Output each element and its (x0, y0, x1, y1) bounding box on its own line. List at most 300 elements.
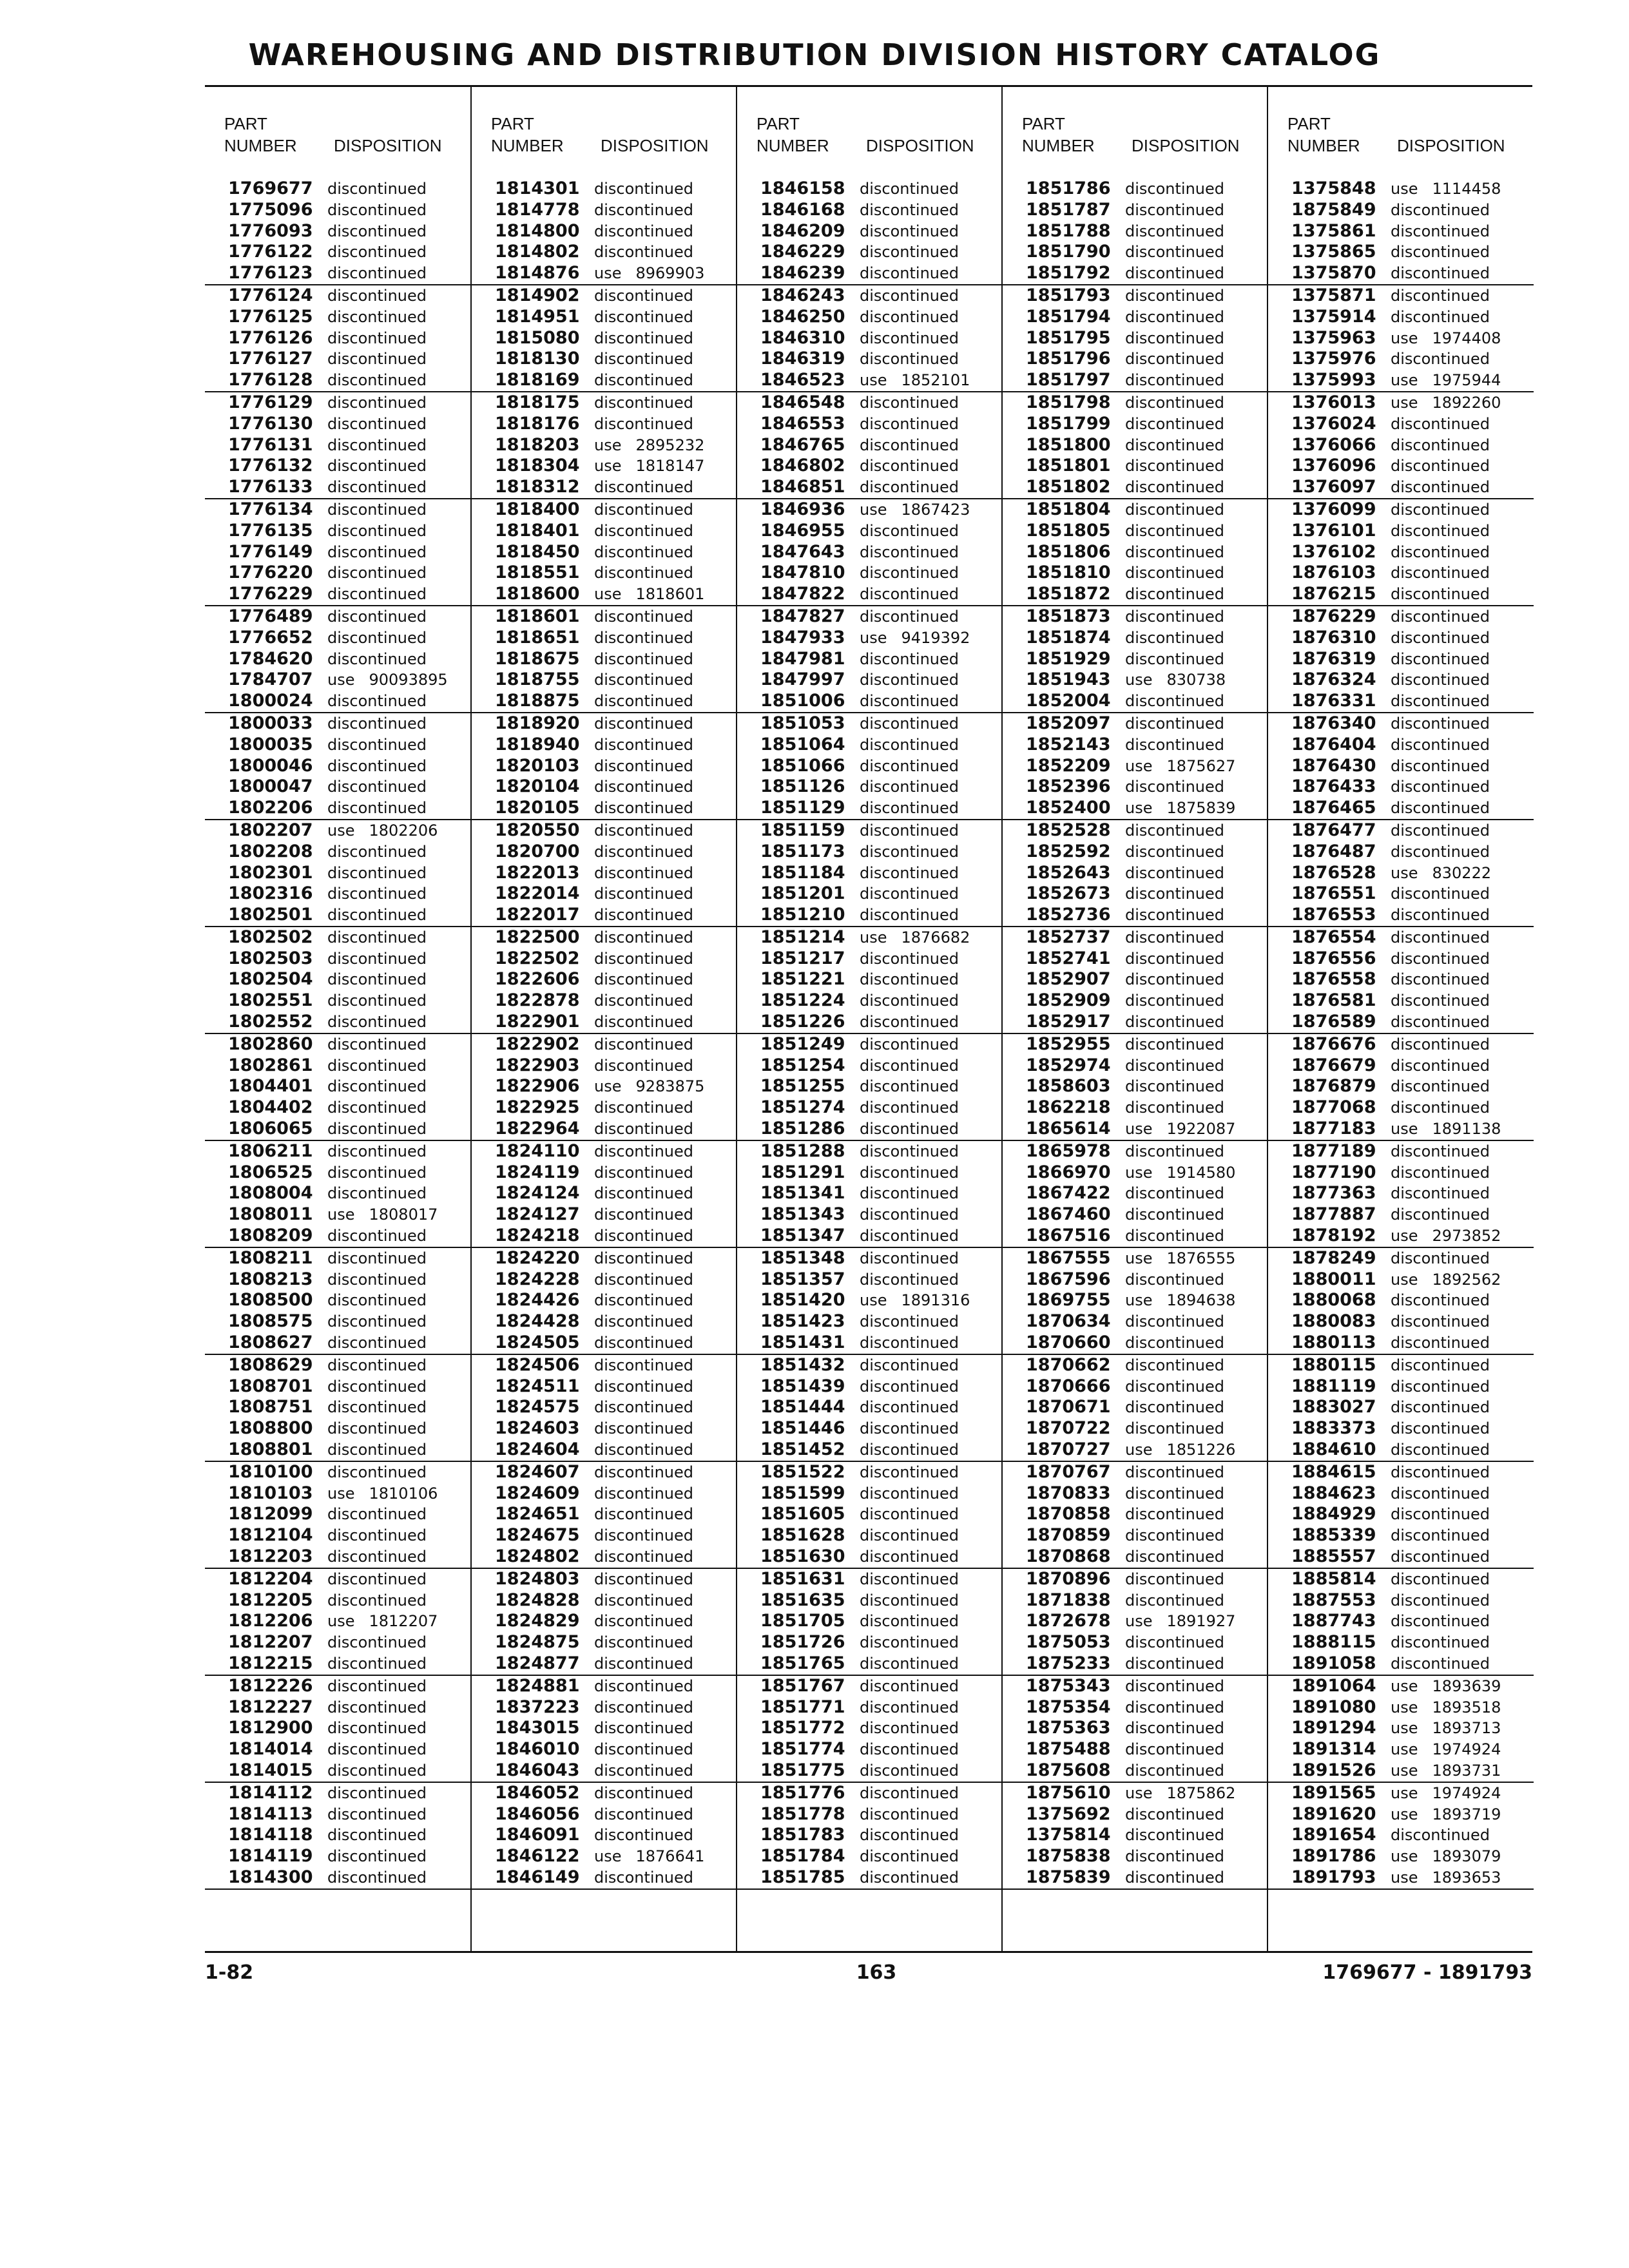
part-number: 1870634 (1026, 1311, 1111, 1332)
table-row (205, 477, 470, 499)
table-row (1003, 1141, 1268, 1162)
table-row (472, 178, 737, 200)
disposition (860, 1332, 959, 1354)
part-number: 1867422 (1026, 1183, 1111, 1204)
table-row (1003, 628, 1268, 649)
part-number: 1846010 (495, 1739, 580, 1760)
disposition-text: discontinued (327, 180, 427, 198)
disposition (1125, 798, 1235, 819)
table-row (472, 756, 737, 777)
table-row (1268, 307, 1534, 328)
part-number: 1824802 (495, 1546, 580, 1566)
disposition (327, 756, 427, 777)
part-number: 1818675 (495, 648, 580, 669)
part-number: 1847643 (760, 541, 845, 562)
disposition-text: discontinued (594, 692, 693, 711)
part-number: 1851874 (1026, 627, 1111, 648)
disposition-text: discontinued (1391, 222, 1490, 240)
disposition (327, 1332, 427, 1354)
part-number: 1776229 (228, 584, 313, 604)
disposition (327, 1697, 427, 1718)
part-number: 1878249 (1291, 1247, 1376, 1268)
part-number: 1822017 (495, 905, 580, 925)
disposition (594, 669, 693, 691)
disposition (1391, 1012, 1490, 1033)
table-row (737, 521, 1003, 542)
part-number: 1810103 (228, 1483, 313, 1503)
part-number: 1851522 (760, 1461, 845, 1482)
disposition (1125, 606, 1224, 628)
table-row (1268, 1397, 1534, 1418)
disposition-text: discontinued (860, 180, 959, 198)
header-disposition-label: DISPOSITION (601, 136, 709, 155)
part-number: 1822014 (495, 883, 580, 904)
disposition-text: discontinued (327, 1356, 427, 1374)
disposition (860, 1825, 959, 1846)
disposition-text: discontinued (860, 885, 959, 903)
table-row (205, 584, 470, 606)
part-number: 1870722 (1026, 1418, 1111, 1439)
disposition-text: discontinued (860, 1013, 959, 1032)
part-number: 1852917 (1026, 1012, 1111, 1032)
part-number: 1875839 (1026, 1867, 1111, 1887)
part-number: 1884610 (1291, 1439, 1376, 1460)
disposition (327, 242, 427, 263)
table-row (737, 1248, 1003, 1269)
disposition-text: discontinued (860, 1227, 959, 1245)
table-row (205, 1653, 470, 1676)
part-number: 1883373 (1291, 1418, 1376, 1439)
part-number: 1818551 (495, 562, 580, 583)
disposition (1125, 370, 1224, 391)
disposition (860, 285, 959, 307)
disposition (860, 1632, 959, 1653)
table-row (1003, 1825, 1268, 1846)
disposition-text: discontinued (1391, 1163, 1490, 1182)
disposition (860, 1676, 959, 1697)
table-row (1268, 1439, 1534, 1462)
table-row (472, 1418, 737, 1439)
part-number: 1851795 (1026, 327, 1111, 348)
table-row (1268, 263, 1534, 285)
disposition (327, 1290, 427, 1311)
disposition (1391, 1504, 1490, 1525)
disposition-text: discontinued (327, 307, 427, 326)
disposition-text: discontinued (594, 756, 693, 775)
table-row (1003, 1355, 1268, 1376)
disposition-text: discontinued (860, 1184, 959, 1203)
part-number: 1818312 (495, 477, 580, 497)
disposition-text: discontinued (860, 1698, 959, 1716)
table-row (205, 1825, 470, 1846)
disposition (327, 1867, 427, 1888)
table-row (472, 1525, 737, 1546)
part-number: 1820104 (495, 776, 580, 797)
disposition-text: discontinued (1125, 1847, 1224, 1866)
disposition (327, 1569, 427, 1590)
part-number: 1875610 (1026, 1782, 1111, 1803)
replacement-part-number: 1114458 (1432, 180, 1501, 198)
part-number: 1851201 (760, 883, 845, 904)
part-number: 1891565 (1291, 1782, 1376, 1803)
disposition (594, 1760, 693, 1782)
table-row (472, 1783, 737, 1804)
disposition-text: discontinued (1391, 671, 1490, 689)
disposition-text: use (1391, 1719, 1418, 1738)
disposition (1391, 1119, 1501, 1140)
disposition (594, 1653, 693, 1675)
table-row (737, 221, 1003, 242)
part-number: 1808701 (228, 1376, 313, 1396)
disposition-text: discontinued (860, 1463, 959, 1481)
table-row (737, 1311, 1003, 1332)
table-row (1268, 756, 1534, 777)
table-row (1268, 1525, 1534, 1546)
table-row (1003, 1332, 1268, 1355)
disposition-text: discontinued (1391, 735, 1490, 754)
table-row (1268, 1376, 1534, 1398)
disposition (1391, 798, 1490, 819)
table-row (1003, 477, 1268, 499)
disposition-text: discontinued (860, 735, 959, 754)
part-number: 1808627 (228, 1332, 313, 1353)
disposition (1125, 691, 1224, 712)
table-row (472, 542, 737, 563)
table-row (472, 1653, 737, 1676)
disposition (327, 948, 427, 970)
part-number: 1376102 (1291, 541, 1376, 562)
disposition-text: use (1391, 1677, 1418, 1695)
table-row (472, 735, 737, 756)
table-row (737, 756, 1003, 777)
disposition (1125, 521, 1224, 542)
part-number: 1775096 (228, 199, 313, 220)
disposition-text: discontinued (1391, 1356, 1490, 1374)
table-row (472, 1397, 737, 1418)
table-row (1003, 392, 1268, 414)
disposition-text: discontinued (594, 778, 693, 796)
disposition-text: discontinued (327, 478, 427, 497)
disposition-text: discontinued (594, 1805, 693, 1823)
disposition-text: discontinued (1391, 307, 1490, 326)
disposition-text: discontinued (327, 1013, 427, 1032)
disposition (594, 1055, 693, 1077)
disposition (1125, 349, 1224, 370)
part-number: 1852737 (1026, 927, 1111, 947)
part-number: 1880113 (1291, 1332, 1376, 1353)
replacement-part-number: 1876682 (901, 928, 970, 947)
disposition (327, 1590, 427, 1611)
disposition-text: discontinued (1125, 1035, 1224, 1053)
table-row (205, 606, 470, 628)
disposition (860, 883, 959, 905)
part-number: 1876324 (1291, 669, 1376, 690)
part-number: 1851800 (1026, 434, 1111, 455)
disposition (860, 1376, 959, 1398)
disposition-text: discontinued (594, 329, 693, 347)
part-number: 1851798 (1026, 392, 1111, 412)
disposition (1391, 1546, 1490, 1568)
part-number: 1851432 (760, 1354, 845, 1375)
disposition (327, 1311, 427, 1332)
part-number: 1870859 (1026, 1525, 1111, 1546)
disposition (594, 1590, 693, 1611)
disposition-text: discontinued (594, 478, 693, 497)
part-number: 1808011 (228, 1204, 313, 1225)
part-number: 1824119 (495, 1162, 580, 1182)
disposition-text: discontinued (594, 1654, 693, 1673)
part-number: 1824511 (495, 1376, 580, 1396)
part-number: 1891526 (1291, 1760, 1376, 1780)
replacement-part-number: 1875627 (1166, 756, 1236, 775)
disposition (1125, 713, 1224, 735)
part-number: 1876103 (1291, 562, 1376, 583)
table-row (1268, 1462, 1534, 1483)
table-row (472, 1846, 737, 1867)
table-row (472, 392, 737, 414)
table-row (1003, 990, 1268, 1012)
disposition-text: discontinued (327, 264, 427, 283)
disposition-text: discontinued (1391, 1184, 1490, 1203)
table-row (205, 841, 470, 863)
disposition (1125, 1034, 1224, 1055)
disposition (327, 1718, 427, 1739)
table-row (737, 1676, 1003, 1697)
disposition (860, 1248, 959, 1269)
table-row (1268, 1653, 1534, 1676)
disposition (594, 1012, 693, 1033)
part-number: 1814876 (495, 263, 580, 284)
table-row (1003, 798, 1268, 820)
disposition (1391, 370, 1501, 391)
disposition (327, 883, 427, 905)
table-row (1003, 883, 1268, 905)
table-row (737, 1225, 1003, 1248)
part-number: 1877363 (1291, 1183, 1376, 1204)
part-number: 1875354 (1026, 1696, 1111, 1717)
table-row (1003, 1611, 1268, 1632)
table-row (737, 1590, 1003, 1611)
disposition (1391, 1183, 1490, 1204)
table-row (737, 669, 1003, 691)
disposition-text: discontinued (860, 821, 959, 840)
disposition (1391, 1611, 1490, 1632)
table-row (1268, 584, 1534, 606)
part-number: 1847810 (760, 562, 845, 583)
disposition-text: discontinued (327, 1591, 427, 1610)
disposition-text: discontinued (860, 436, 959, 454)
disposition-text: discontinued (327, 1270, 427, 1289)
disposition (594, 1825, 693, 1846)
part-number: 1851790 (1026, 242, 1111, 262)
table-row (205, 562, 470, 584)
part-number: 1808500 (228, 1290, 313, 1311)
disposition-text: discontinued (1125, 180, 1224, 198)
part-number: 1814015 (228, 1760, 313, 1780)
disposition-text: use (327, 1484, 355, 1503)
disposition-text: discontinued (1391, 1099, 1490, 1117)
disposition (1391, 1248, 1490, 1269)
disposition (1391, 1825, 1490, 1846)
disposition-text: discontinued (1125, 1312, 1224, 1331)
disposition (1125, 1546, 1224, 1568)
table-row (1003, 776, 1268, 798)
disposition-text: discontinued (1391, 1548, 1490, 1566)
replacement-part-number: 9419392 (901, 628, 970, 647)
disposition (594, 990, 693, 1012)
part-number: 1375976 (1291, 349, 1376, 369)
table-row (205, 1504, 470, 1525)
table-row (1003, 1590, 1268, 1611)
part-number: 1876676 (1291, 1033, 1376, 1054)
part-number: 1851217 (760, 948, 845, 968)
part-number: 1776123 (228, 263, 313, 284)
table-row (1268, 1418, 1534, 1439)
disposition-text: use (1391, 1698, 1418, 1716)
disposition-text: discontinued (594, 1142, 693, 1160)
table-row (205, 1867, 470, 1890)
disposition (1125, 948, 1224, 970)
disposition (327, 1760, 427, 1782)
table-row (737, 242, 1003, 263)
disposition-text: discontinued (1391, 906, 1490, 925)
part-number: 1776130 (228, 413, 313, 434)
disposition (1391, 1418, 1490, 1439)
table-row (205, 1076, 470, 1097)
disposition (860, 307, 959, 328)
replacement-part-number: 830738 (1166, 671, 1226, 689)
disposition (594, 242, 693, 263)
disposition (1391, 1697, 1501, 1718)
table-row (737, 562, 1003, 584)
disposition-text: discontinued (1125, 1570, 1224, 1588)
table-row (1003, 649, 1268, 670)
table-row (472, 628, 737, 649)
table-row (1268, 349, 1534, 370)
part-number: 1802208 (228, 841, 313, 861)
table-row (205, 263, 470, 285)
disposition-text: discontinued (1391, 243, 1490, 262)
disposition-text: discontinued (1125, 1868, 1224, 1887)
disposition-text: discontinued (860, 1356, 959, 1374)
disposition (1391, 905, 1490, 926)
disposition-text: discontinued (1125, 1398, 1224, 1417)
part-number: 1852673 (1026, 883, 1111, 904)
part-number: 1870727 (1026, 1439, 1111, 1460)
table-row (472, 562, 737, 584)
disposition-text: use (1125, 799, 1153, 818)
disposition (1391, 1332, 1490, 1354)
disposition-text: discontinued (1391, 200, 1490, 219)
part-number: 1376097 (1291, 477, 1376, 497)
table-row (1268, 969, 1534, 990)
part-number: 1862218 (1026, 1097, 1111, 1118)
part-number: 1804401 (228, 1076, 313, 1097)
table-row (1003, 1162, 1268, 1184)
table-row (472, 1332, 737, 1355)
disposition (327, 200, 427, 221)
replacement-part-number: 1914580 (1166, 1163, 1236, 1182)
disposition (1125, 242, 1224, 263)
disposition-text: discontinued (594, 1291, 693, 1310)
table-row (205, 1012, 470, 1034)
table-row (737, 1204, 1003, 1225)
part-number: 1851772 (760, 1718, 845, 1738)
disposition (1125, 1097, 1224, 1119)
disposition-text: discontinued (1391, 500, 1490, 519)
disposition-text: discontinued (1391, 457, 1490, 476)
disposition-text: use (1391, 1227, 1418, 1245)
disposition-text: discontinued (1125, 329, 1224, 347)
disposition-text: discontinued (1391, 1654, 1490, 1673)
table-row (737, 499, 1003, 521)
part-number: 1851249 (760, 1033, 845, 1054)
table-row (1268, 776, 1534, 798)
disposition-text: discontinued (594, 564, 693, 582)
part-number: 1818601 (495, 606, 580, 626)
disposition (1125, 285, 1224, 307)
replacement-part-number: 1891927 (1166, 1612, 1236, 1631)
part-number: 1822906 (495, 1076, 580, 1097)
table-row (205, 1055, 470, 1077)
table-row (1003, 669, 1268, 691)
disposition (1125, 735, 1224, 756)
table-row (1268, 521, 1534, 542)
disposition (1125, 435, 1224, 456)
disposition (1391, 1439, 1490, 1461)
part-number: 1883027 (1291, 1397, 1376, 1418)
table-row (1268, 221, 1534, 242)
disposition-text: discontinued (1391, 992, 1490, 1010)
table-row (1003, 1012, 1268, 1034)
disposition-text: discontinued (1391, 1419, 1490, 1438)
part-number: 1851630 (760, 1546, 845, 1566)
table-row (737, 1439, 1003, 1462)
part-number: 1814802 (495, 242, 580, 262)
disposition (1391, 863, 1491, 884)
disposition (594, 1462, 693, 1483)
part-number: 1822964 (495, 1119, 580, 1139)
table-row (737, 649, 1003, 670)
part-number: 1852974 (1026, 1055, 1111, 1075)
table-row (1003, 1248, 1268, 1269)
part-number: 1776125 (228, 306, 313, 327)
table-row (205, 628, 470, 649)
disposition (860, 1611, 959, 1632)
part-number: 1376024 (1291, 413, 1376, 434)
disposition (1125, 1569, 1224, 1590)
disposition (1391, 1097, 1490, 1119)
table-row (1268, 1804, 1534, 1825)
part-number: 1852736 (1026, 905, 1111, 925)
part-number: 1814112 (228, 1782, 313, 1803)
disposition (1125, 1290, 1235, 1311)
part-number: 1858603 (1026, 1076, 1111, 1097)
disposition (1391, 1804, 1501, 1825)
table-row (1268, 1718, 1534, 1739)
disposition-text: discontinued (860, 778, 959, 796)
table-row (1268, 456, 1534, 477)
disposition-text: discontinued (594, 1526, 693, 1545)
part-number: 1824604 (495, 1439, 580, 1460)
part-number: 1376101 (1291, 520, 1376, 541)
disposition (1391, 841, 1490, 863)
catalog-title: WAREHOUSING AND DISTRIBUTION DIVISION HISTORY CATALOG (248, 37, 1381, 72)
disposition-text: discontinued (1125, 521, 1224, 540)
disposition-text: use (1125, 1441, 1153, 1459)
disposition-text: discontinued (327, 970, 427, 989)
disposition (1391, 1760, 1501, 1782)
